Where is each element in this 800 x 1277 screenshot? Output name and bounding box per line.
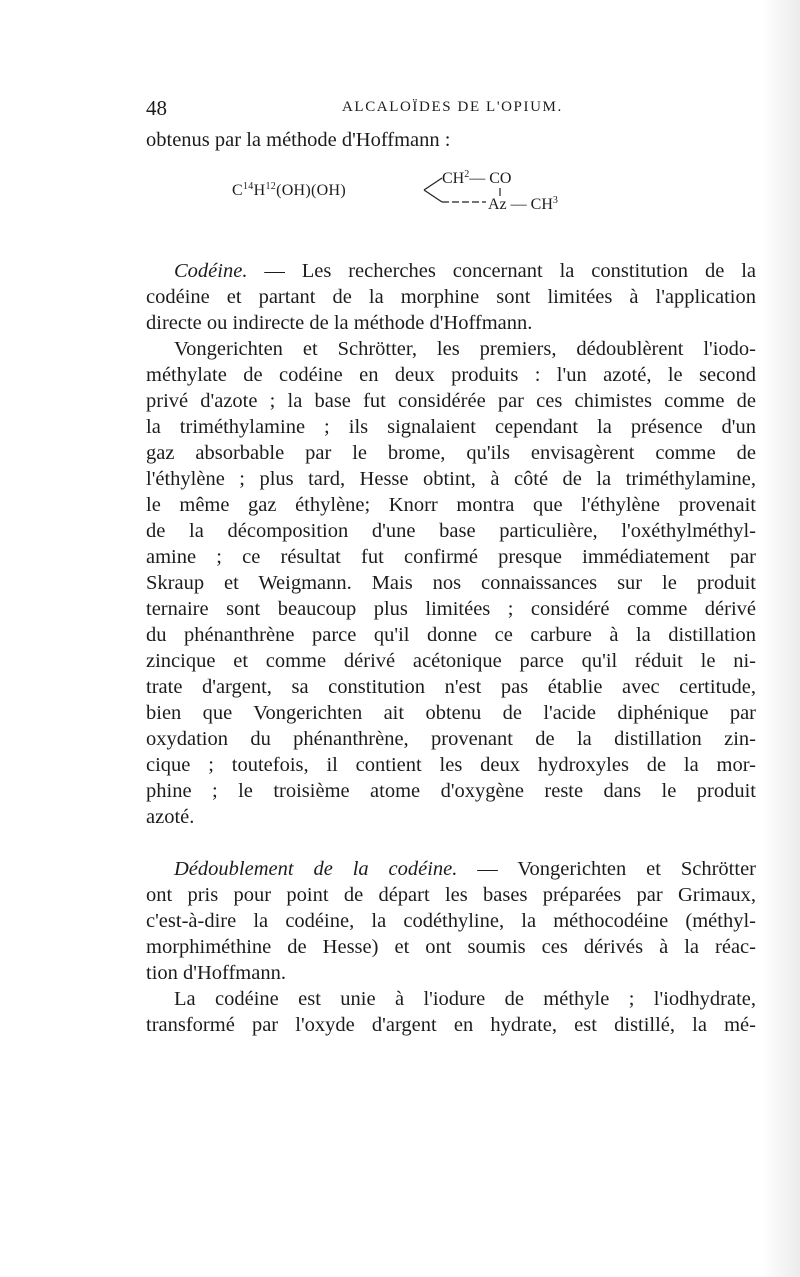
para4-line: transformé par l'oxyde d'argent en hydrate, est distillé, la mé- <box>146 1014 756 1036</box>
para2-line: Skraup et Weigmann. Mais nos connaissances sur le produit <box>146 572 756 594</box>
para2-line: Vongerichten et Schrötter, les premiers, dédoublèrent l'iodo- <box>174 338 756 360</box>
page-number: 48 <box>146 96 167 120</box>
para2-line: privé d'azote ; la base fut considérée par ces chimistes comme de <box>146 390 756 412</box>
para1-line-2: codéine et partant de la morphine sont limitées à l'application <box>146 286 756 308</box>
para2-line: le même gaz éthylène; Knorr montra que l'éthylène provenait <box>146 494 756 516</box>
para2-line: ternaire sont beaucoup plus limitées ; considéré comme dérivé <box>146 598 756 620</box>
running-title: ALCALOÏDES DE L'OPIUM. <box>342 99 563 115</box>
para2-line: phine ; le troisième atome d'oxygène reste dans le produit <box>146 780 756 802</box>
para3-line: morphiméthine de Hesse) et ont soumis ces dérivés à la réac- <box>146 936 756 958</box>
formula-bonds <box>232 170 632 230</box>
formula-top: $CH^2—$ CO <box>442 169 512 187</box>
para2-line: azoté. <box>146 806 195 828</box>
para3-line: ont pris pour point de départ les bases préparées par Grimaux, <box>146 884 756 906</box>
para2-line: la triméthylamine ; ils signalaient cependant la présence d'un <box>146 416 756 438</box>
para4-line: La codéine est unie à l'iodure de méthyle ; l'iodhydrate, <box>174 988 756 1010</box>
para2-line: du phénanthrène parce qu'il donne ce carbure à la distillation <box>146 624 756 646</box>
formula-bottom: Az — $CH^3$ <box>488 195 558 213</box>
para3-line: c'est-à-dire la codéine, la codéthyline, la méthocodéine (méthyl- <box>146 910 756 932</box>
para2-line: zincique et comme dérivé acétonique parce qu'il réduit le ni- <box>146 650 756 672</box>
para2-line: bien que Vongerichten ait obtenu de l'acide diphénique par <box>146 702 756 724</box>
formula-left: $C^{14}H^{12}(OH)(OH)$ <box>232 181 346 199</box>
intro-line: obtenus par la méthode d'Hoffmann : <box>146 129 451 151</box>
para2-line: amine ; ce résultat fut confirmé presque immédiatement par <box>146 546 756 568</box>
para2-line: trate d'argent, sa constitution n'est pas établie avec certitude, <box>146 676 756 698</box>
para3-line-1: Dédoublement de la codéine. — Vongerichten et Schrötter <box>174 858 756 880</box>
page-header <box>146 96 756 122</box>
chemical-formula <box>232 170 632 230</box>
para1-line-3: directe ou indirecte de la méthode d'Hoffmann. <box>146 312 533 334</box>
page-edge-shadow <box>762 0 800 1277</box>
para2-line: méthylate de codéine en deux produits : l'un azoté, le second <box>146 364 756 386</box>
para1-line-1: Codéine. — Les recherches concernant la constitution de la <box>174 260 756 282</box>
para3-line: tion d'Hoffmann. <box>146 962 286 984</box>
para2-line: de la décomposition d'une base particulière, l'oxéthylméthyl- <box>146 520 756 542</box>
para2-line: gaz absorbable par le brome, qu'ils envisagèrent comme de <box>146 442 756 464</box>
para2-line: l'éthylène ; plus tard, Hesse obtint, à côté de la triméthylamine, <box>146 468 756 490</box>
para2-line: cique ; toutefois, il contient les deux hydroxyles de la mor- <box>146 754 756 776</box>
para2-line: oxydation du phénanthrène, provenant de la distillation zin- <box>146 728 756 750</box>
